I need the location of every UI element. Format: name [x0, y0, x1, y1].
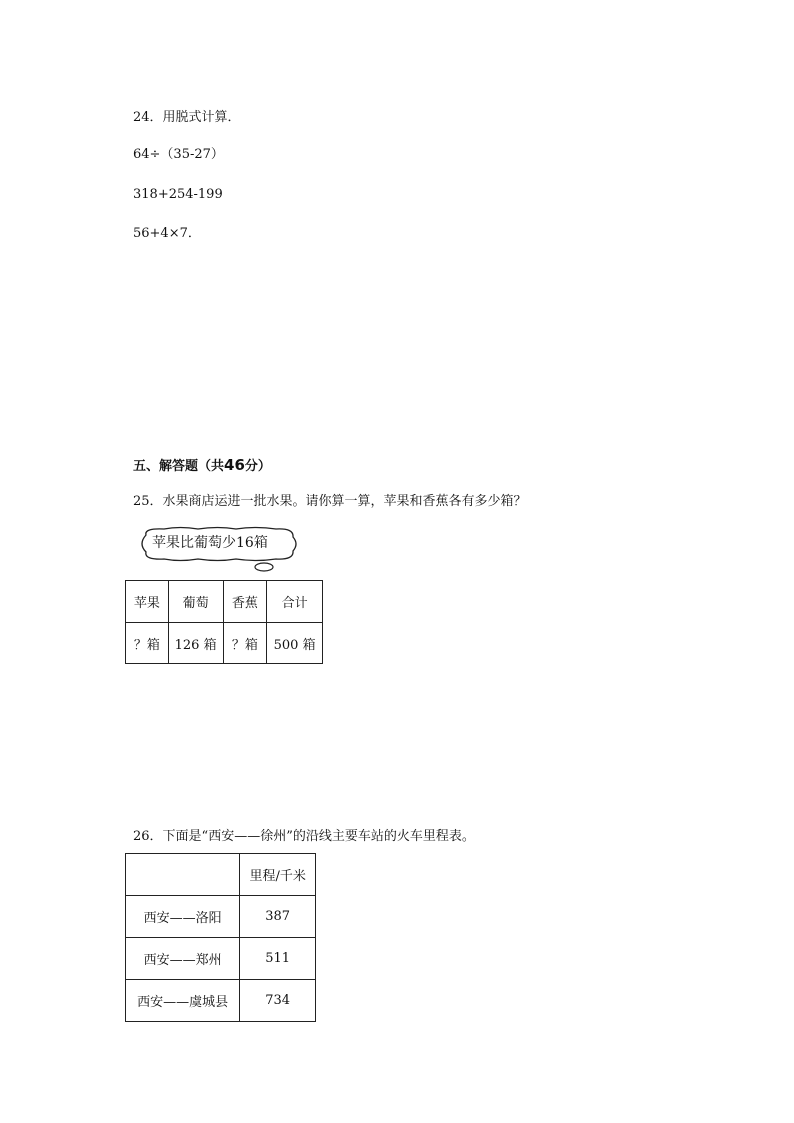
distance-cell: 734 — [240, 980, 316, 1022]
q24-title: 24．用脱式计算． — [133, 110, 241, 125]
table-row — [126, 980, 316, 1022]
value-apple: ？箱 — [126, 623, 169, 664]
header-grape: 葡萄 — [168, 581, 223, 623]
header-apple: 苹果 — [126, 581, 169, 623]
route-cell: 西安——郑州 — [126, 938, 240, 980]
section-score: 46 — [224, 456, 245, 474]
section-heading — [133, 457, 271, 475]
value-grape: 126 箱 — [168, 623, 223, 664]
q24-expression-1: 64÷（35-27） — [133, 147, 224, 162]
header-route — [126, 854, 240, 896]
table-row — [126, 938, 316, 980]
section-heading-prefix: 五、解答题（共 — [133, 459, 225, 474]
q24-expression-2: 318+254-199 — [133, 187, 223, 202]
mileage-table — [125, 853, 316, 1022]
mileage-header-row — [126, 854, 316, 896]
value-total: 500 箱 — [267, 623, 323, 664]
header-banana: 香蕉 — [223, 581, 267, 623]
q24-expression-3: 56+4×7． — [133, 226, 201, 241]
thought-bubble-icon — [136, 526, 301, 576]
fruit-header-row — [126, 581, 323, 623]
fruit-table — [125, 580, 323, 664]
q25-question: 25．水果商店运进一批水果。请你算一算，苹果和香蕉各有多少箱？ — [133, 494, 527, 509]
bubble-text: 苹果比葡萄少16箱 — [152, 535, 268, 551]
distance-cell: 387 — [240, 896, 316, 938]
section-heading-suffix: 分） — [244, 459, 271, 474]
route-cell: 西安——洛阳 — [126, 896, 240, 938]
table-row — [126, 896, 316, 938]
q26-question: 26．下面是“西安——徐州”的沿线主要车站的火车里程表。 — [133, 829, 475, 844]
fruit-value-row — [126, 623, 323, 664]
value-banana: ？箱 — [223, 623, 267, 664]
route-cell: 西安——虞城县 — [126, 980, 240, 1022]
header-total: 合计 — [267, 581, 323, 623]
distance-cell: 511 — [240, 938, 316, 980]
header-distance: 里程/千米 — [240, 854, 316, 896]
